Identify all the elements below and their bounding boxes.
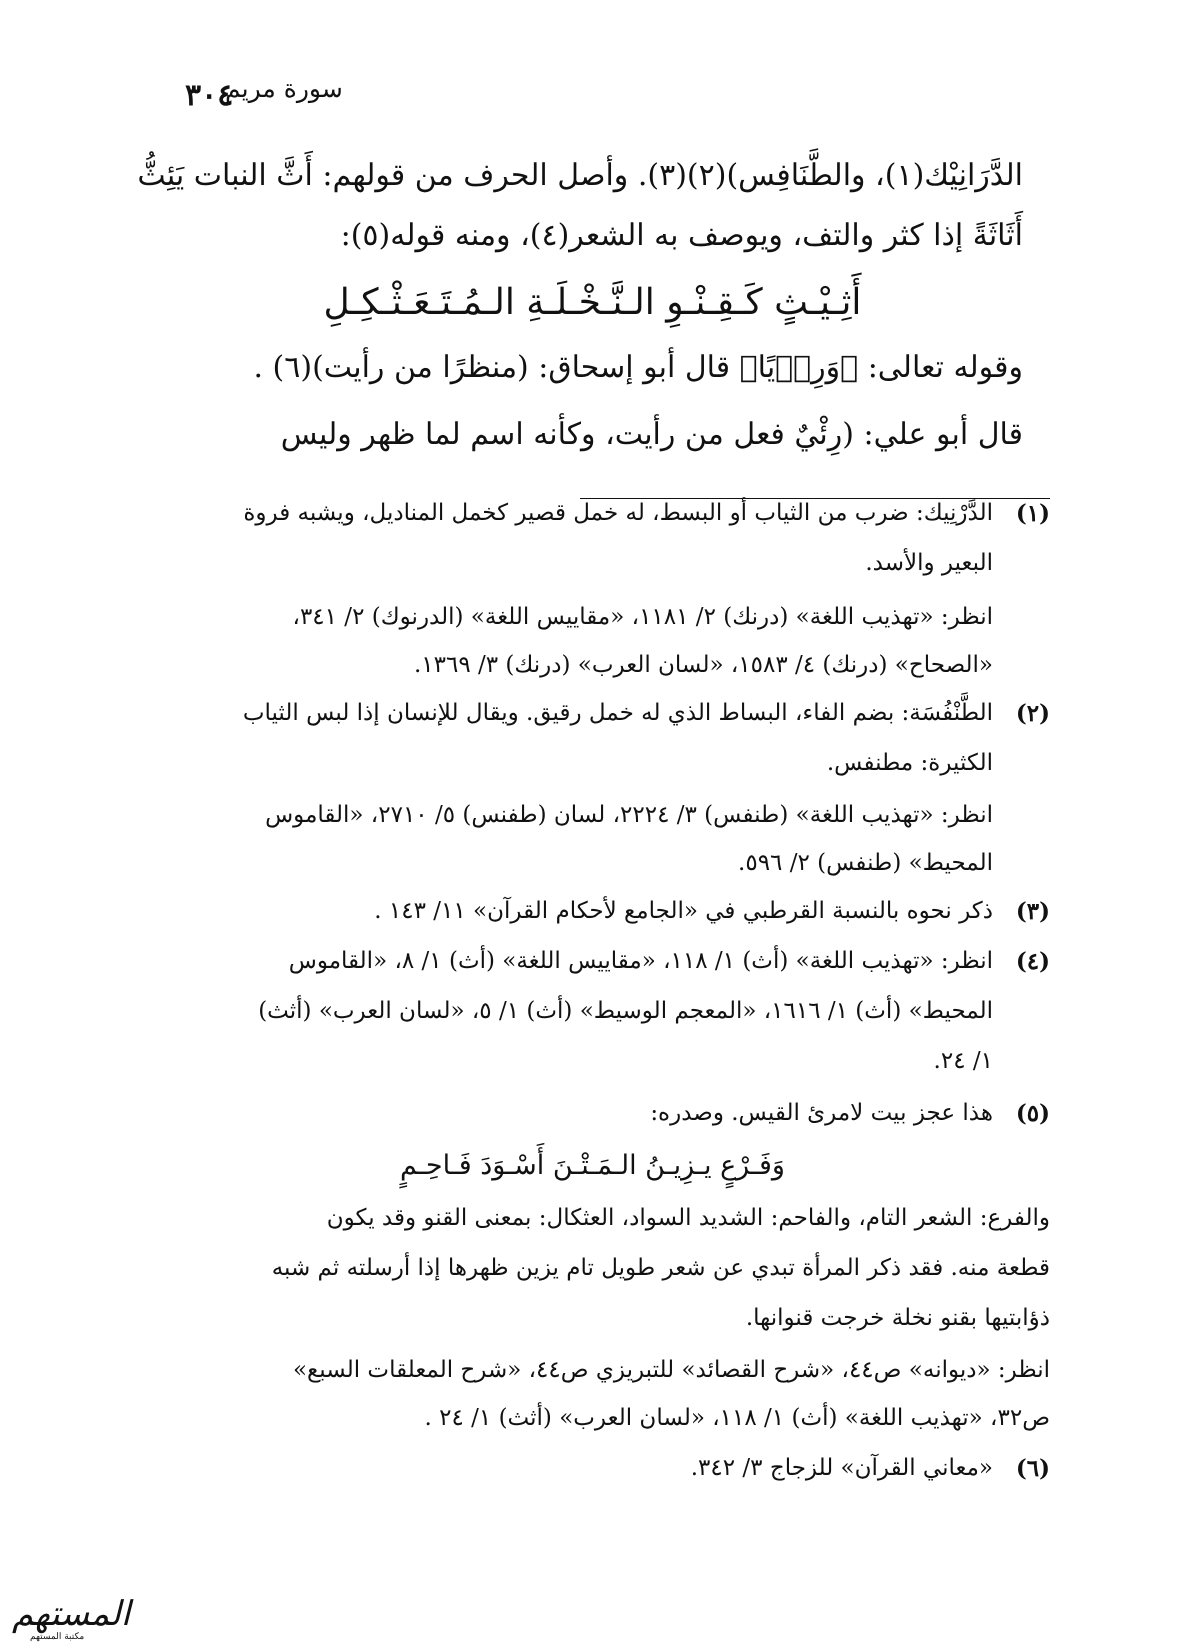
footnote-line: البعير والأسد. [865, 550, 993, 576]
footnote-line: المحيط» (أث) ١/ ١٦١٦، «المعجم الوسيط» (أث) ١/ ٥، «لسان العرب» (أثث) [258, 998, 993, 1024]
poetry-verse: أَثِـيْـثٍ كَـقِـنْـوِ الـنَّـخْـلَـةِ الـمُـتَـعَـثْـكِـلِ [323, 282, 862, 323]
footnote-line: انظر: «تهذيب اللغة» (درنك) ٢/ ١١٨١، «مقاييس اللغة» (الدرنوك) ٢/ ٣٤١، [292, 604, 993, 630]
footnote-line: الطَّنْفُسَة: بضم الفاء، البساط الذي له خمل رقيق. ويقال للإنسان إذا لبس الثياب [242, 700, 993, 726]
footnote-number: (٦) [1015, 1455, 1050, 1482]
footnote-line: الدَّرْنِيك: ضرب من الثياب أو البسط، له خمل قصير كخمل المناديل، ويشبه فروة [243, 500, 993, 526]
footnote-line: هذا عجز بيت لامرئ القيس. وصدره: [650, 1100, 993, 1126]
footnote-number: (٤) [1015, 948, 1050, 975]
footnote-line: قطعة منه. فقد ذكر المرأة تبدي عن شعر طويل تام يزين ظهرها إذا أرسلته ثم شبه [271, 1255, 1050, 1281]
footnote-line: «الصحاح» (درنك) ٤/ ١٥٨٣، «لسان العرب» (درنك) ٣/ ١٣٦٩. [413, 652, 993, 678]
footnote-line: ١/ ٢٤. [933, 1048, 993, 1074]
footnote-line: انظر: «ديوانه» ص٤٤، «شرح القصائد» للتبريزي ص٤٤، «شرح المعلقات السبع» [292, 1357, 1050, 1383]
footnote-line: ذكر نحوه بالنسبة القرطبي في «الجامع لأحكام القرآن» ١١/ ١٤٣ . [374, 898, 993, 924]
body-line-1: الدَّرَانِيْك(١)، والطَّنَافِس)(٢)(٣). وأصل الحرف من قولهم: أَثَّ النبات يَئِثُّ [137, 158, 1023, 193]
footnote-separator [580, 498, 1050, 499]
footnote-line: انظر: «تهذيب اللغة» (أث) ١/ ١١٨، «مقاييس اللغة» (أث) ١/ ٨، «القاموس [288, 948, 993, 974]
footnote-number: (٥) [1015, 1100, 1050, 1127]
body-line-4: وقوله تعالى: ﴿وَرِءۡيًا﴾ قال أبو إسحاق: (منظرًا من رأيت)(٦) . [253, 350, 1023, 385]
body-line-5: قال أبو علي: (رِئْيٌ فعل من رأيت، وكأنه اسم لما ظهر وليس [280, 417, 1023, 452]
footnote-number: (٢) [1015, 700, 1050, 727]
footnote-line: «معاني القرآن» للزجاج ٣/ ٣٤٢. [690, 1455, 993, 1481]
footnote-line: انظر: «تهذيب اللغة» (طنفس) ٣/ ٢٢٢٤، لسان (طفنس) ٥/ ٢٧١٠، «القاموس [265, 802, 993, 828]
footnote-line: والفرع: الشعر التام، والفاحم: الشديد السواد، العثكال: بمعنى القنو وقد يكون [326, 1205, 1050, 1231]
footnote-line: ص٣٢، «تهذيب اللغة» (أث) ١/ ١١٨، «لسان العرب» (أثث) ١/ ٢٤ . [424, 1405, 1050, 1431]
footnote-line: الكثيرة: مطنفس. [826, 750, 993, 776]
surah-title: سورة مريم [225, 74, 343, 103]
footnote-number: (٣) [1015, 898, 1050, 925]
library-stamp-logo: المستهم [12, 1594, 131, 1634]
library-stamp-caption: مكتبة المستهم [30, 1632, 85, 1642]
footnote-line: المحيط» (طنفس) ٢/ ٥٩٦. [738, 850, 993, 876]
footnote-number: (١) [1015, 500, 1050, 527]
footnote-line: ذؤابتيها بقنو نخلة خرجت قنوانها. [745, 1305, 1050, 1331]
footnote-verse: وَفَـرْعٍ يـزِيـنُ الـمَـتْـنَ أَسْـوَدَ فَـاحِـمٍ [400, 1150, 785, 1181]
page-number: ٣٠٤ [185, 78, 234, 113]
body-line-2: أَثَاثَةً إذا كثر والتف، ويوصف به الشعر(٤)، ومنه قوله(٥): [340, 218, 1023, 253]
